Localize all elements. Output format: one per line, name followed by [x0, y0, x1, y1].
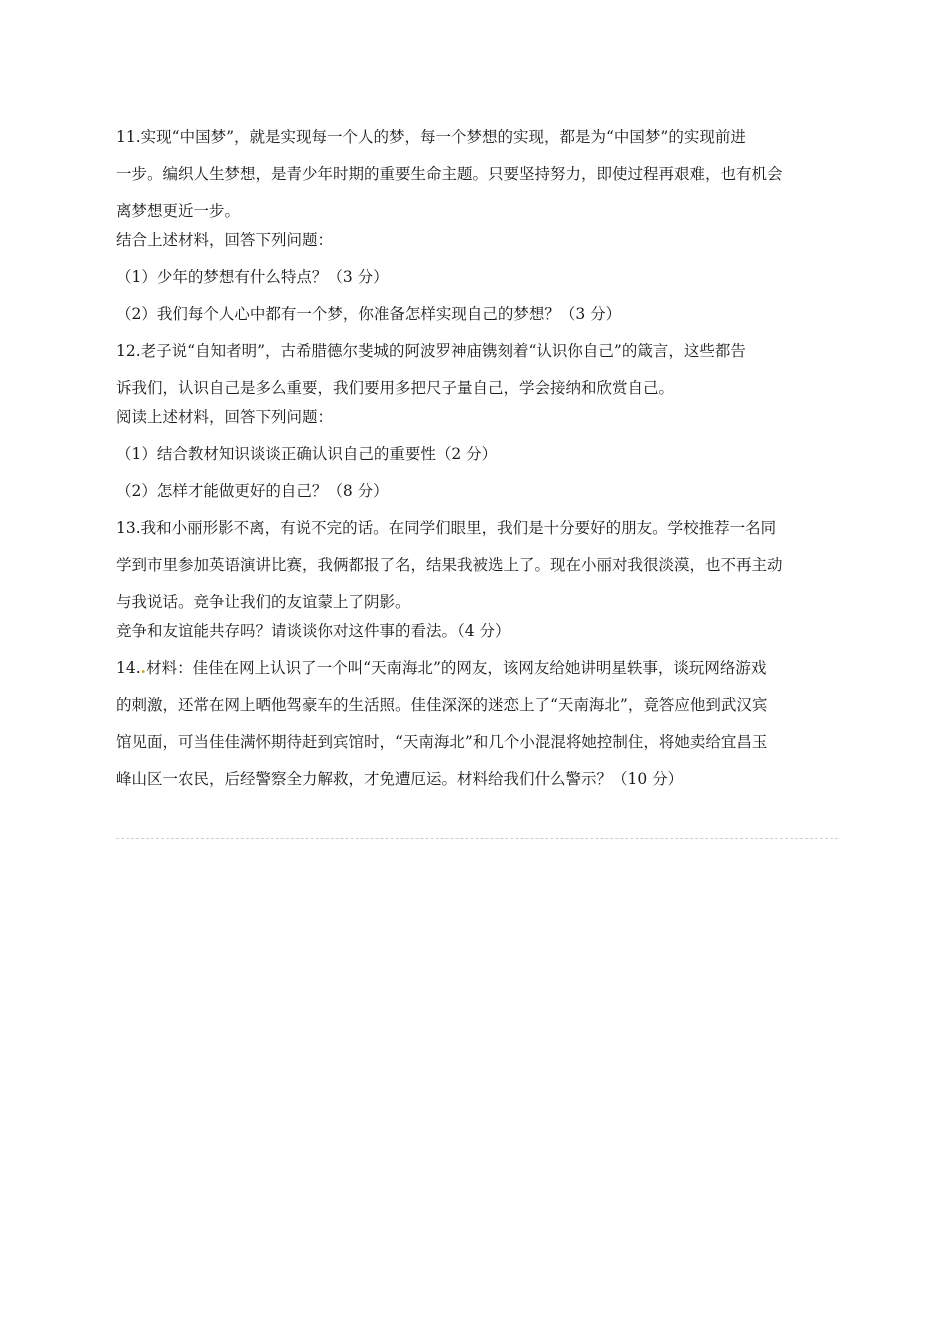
material-text: 的刺激，还常在网上晒他驾豪车的生活照。佳佳深深的迷恋上了“天南海北”，竟答应他到武汉宾	[116, 696, 768, 714]
material-text: 离梦想更近一步。	[116, 202, 241, 220]
sub-question: （1）少年的梦想有什么特点？（3 分）	[116, 268, 389, 286]
question-12	[116, 339, 838, 516]
material-text: 一步。编织人生梦想，是青少年时期的重要生命主题。只要坚持努力，即使过程再艰难，也有机会	[116, 165, 783, 183]
question-number: 12.	[116, 342, 141, 360]
material-text: 馆见面，可当佳佳满怀期待赶到宾馆时，“天南海北”和几个小混混将她控制住，将她卖给宜昌玉	[116, 733, 768, 751]
question-number: 13.	[116, 519, 141, 537]
material-text: 峰山区一农民，后经警察全力解救，才免遭厄运。材料给我们什么警示？（10 分）	[116, 770, 684, 788]
question-prompt: 竞争和友谊能共存吗？请谈谈你对这件事的看法。（4 分）	[116, 622, 511, 640]
question-number: 14.	[116, 659, 141, 677]
dashed-divider	[116, 838, 838, 839]
question-prompt: 阅读上述材料，回答下列问题：	[116, 408, 334, 426]
material-text: 与我说话。竞争让我们的友谊蒙上了阴影。	[116, 593, 411, 611]
question-prompt: 结合上述材料，回答下列问题：	[116, 231, 334, 249]
sub-question: （2）我们每个人心中都有一个梦，你准备怎样实现自己的梦想？（3 分）	[116, 305, 622, 323]
material-text: 材料：佳佳在网上认识了一个叫“天南海北”的网友，该网友给她讲明星轶事，谈玩网络游戏	[146, 659, 767, 677]
material-text: 实现“中国梦”，就是实现每一个人的梦，每一个梦想的实现，都是为“中国梦”的实现前进	[140, 128, 746, 146]
question-list	[116, 125, 838, 804]
sub-question: （2）怎样才能做更好的自己？（8 分）	[116, 482, 389, 500]
question-11	[116, 125, 838, 339]
material-text: 老子说“自知者明”，古希腊德尔斐城的阿波罗神庙镌刻着“认识你自己”的箴言，这些都告	[140, 342, 746, 360]
question-number: 11.	[116, 128, 141, 146]
question-14	[116, 656, 838, 804]
highlight-dot: .	[140, 658, 147, 677]
material-text: 学到市里参加英语演讲比赛，我俩都报了名，结果我被选上了。现在小丽对我很淡漠，也不再主动	[116, 556, 783, 574]
sub-question: （1）结合教材知识谈谈正确认识自己的重要性（2 分）	[116, 445, 498, 463]
material-text: 我和小丽形影不离，有说不完的话。在同学们眼里，我们是十分要好的朋友。学校推荐一名同	[140, 519, 777, 537]
question-13	[116, 516, 838, 656]
material-text: 诉我们，认识自己是多么重要，我们要用多把尺子量自己，学会接纳和欣赏自己。	[116, 379, 675, 397]
